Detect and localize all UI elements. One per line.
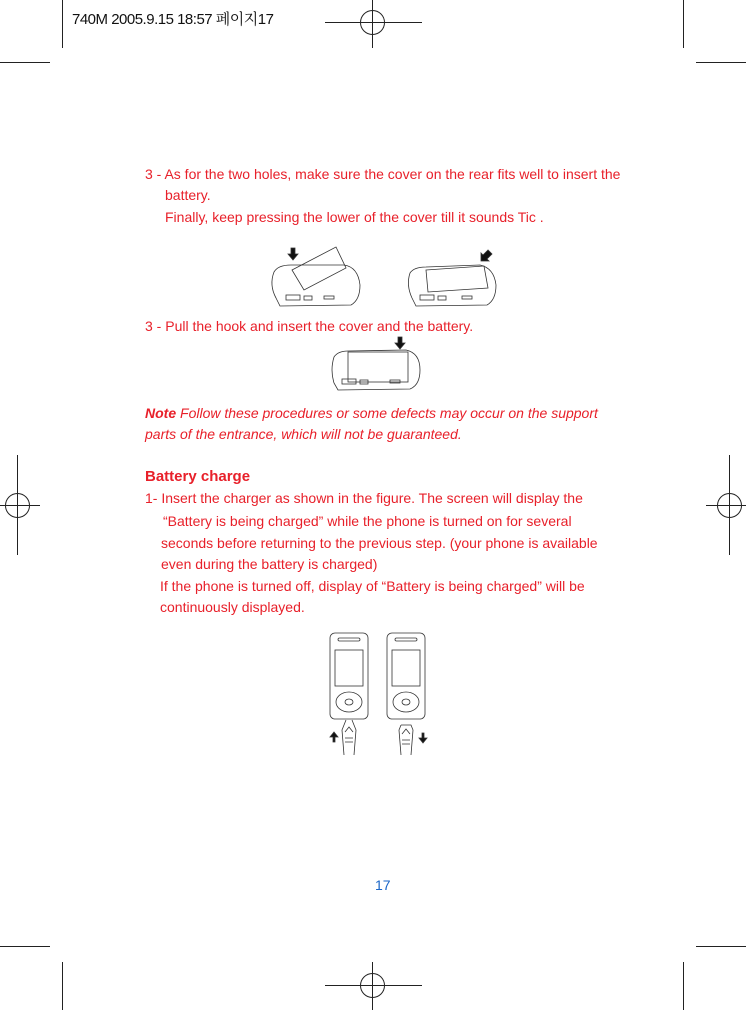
battery-charge-line: even during the battery is charged) xyxy=(161,556,378,572)
battery-charge-line: continuously displayed. xyxy=(160,599,305,615)
step-cover-line1: 3 - As for the two holes, make sure the cover on the rear fits well to insert the xyxy=(145,166,621,182)
cover-insert-illustration-1 xyxy=(266,240,376,310)
battery-charge-line: 1- Insert the charger as shown in the figure. The screen will display the xyxy=(145,490,583,506)
battery-charge-line: seconds before returning to the previous step. (your phone is available xyxy=(161,535,598,551)
note-line2: parts of the entrance, which will not be guaranteed. xyxy=(145,426,462,442)
step-cover-line2: battery. xyxy=(165,187,211,203)
note-label: Note xyxy=(145,405,177,421)
note-line1 xyxy=(145,405,598,421)
note-text: Follow these procedures or some defects may occur on the support xyxy=(176,405,598,421)
page-number: 17 xyxy=(375,877,391,893)
battery-charge-line: If the phone is turned off, display of “Battery is being charged” will be xyxy=(160,578,585,594)
step-hook: 3 - Pull the hook and insert the cover and the battery. xyxy=(145,318,474,334)
step-cover-line3: Finally, keep pressing the lower of the cover till it sounds Tic . xyxy=(165,209,544,225)
battery-charge-line: “Battery is being charged” while the phone is turned on for several xyxy=(163,513,572,529)
print-header: 740M 2005.9.15 18:57 페이지17 xyxy=(72,11,274,28)
section-heading-battery-charge: Battery charge xyxy=(145,468,251,485)
cover-insert-illustration-2 xyxy=(404,240,514,310)
hook-insert-illustration xyxy=(328,335,428,395)
charger-illustration xyxy=(328,630,438,765)
